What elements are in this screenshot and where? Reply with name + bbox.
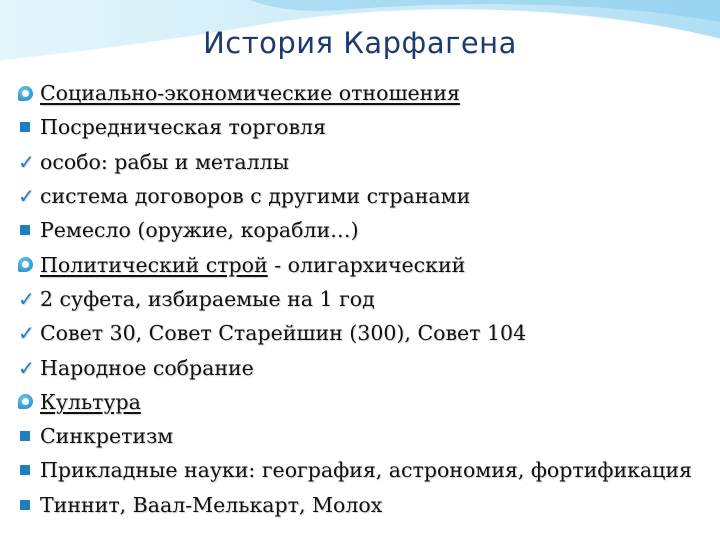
q-bullet-icon (18, 86, 40, 101)
square-bullet-icon (18, 225, 40, 235)
q-bullet-icon (18, 394, 40, 409)
list-item (18, 282, 713, 316)
list-item-text (40, 81, 460, 105)
list-item-text: система договоров с другими странами (40, 184, 471, 209)
list-item-text: Ремесло (оружие, корабли…) (40, 218, 359, 243)
list-item (18, 488, 713, 522)
list-item-text: Синкретизм (40, 424, 174, 449)
list-item-text: 2 суфета, избираемые на 1 год (40, 286, 375, 311)
list-item (18, 419, 713, 453)
list-item-text: Посредническая торговля (40, 115, 326, 140)
list-item (18, 213, 713, 247)
square-bullet-icon (18, 500, 40, 510)
list-item-text: Совет 30, Совет Старейшин (300), Совет 104 (40, 321, 527, 346)
checkmark-icon: ✓ (18, 286, 35, 311)
list-item (18, 145, 713, 179)
checkmark-icon: ✓ (18, 355, 35, 380)
section-heading: Культура (40, 389, 141, 414)
list-item-text: Тиннит, Ваал-Мелькарт, Молох (40, 492, 383, 517)
list-item-text (40, 390, 141, 414)
list-item (18, 179, 713, 213)
q-bullet-icon (18, 257, 40, 272)
checkmark-icon: ✓ (18, 149, 35, 174)
section-heading-suffix: - олигархический (267, 252, 466, 277)
list-item (18, 316, 713, 350)
checkmark-icon: ✓ (18, 321, 35, 346)
section-heading: Политический строй (40, 252, 268, 277)
list-item-text: Народное собрание (40, 355, 254, 380)
list-item (18, 453, 713, 487)
list-item (18, 350, 713, 384)
list-item-text: особо: рабы и металлы (40, 149, 289, 174)
bullet-list (18, 76, 713, 522)
list-item (18, 110, 713, 144)
list-item (18, 247, 713, 281)
checkmark-icon: ✓ (18, 184, 35, 209)
square-bullet-icon (18, 122, 40, 132)
list-item (18, 76, 713, 110)
list-item-text (40, 253, 465, 277)
list-item-text: Прикладные науки: география, астрономия, фортификация (40, 458, 692, 483)
square-bullet-icon (18, 465, 40, 475)
slide-title: История Карфагена (203, 26, 517, 60)
square-bullet-icon (18, 431, 40, 441)
section-heading: Социально-экономические отношения (40, 81, 460, 106)
list-item (18, 385, 713, 419)
